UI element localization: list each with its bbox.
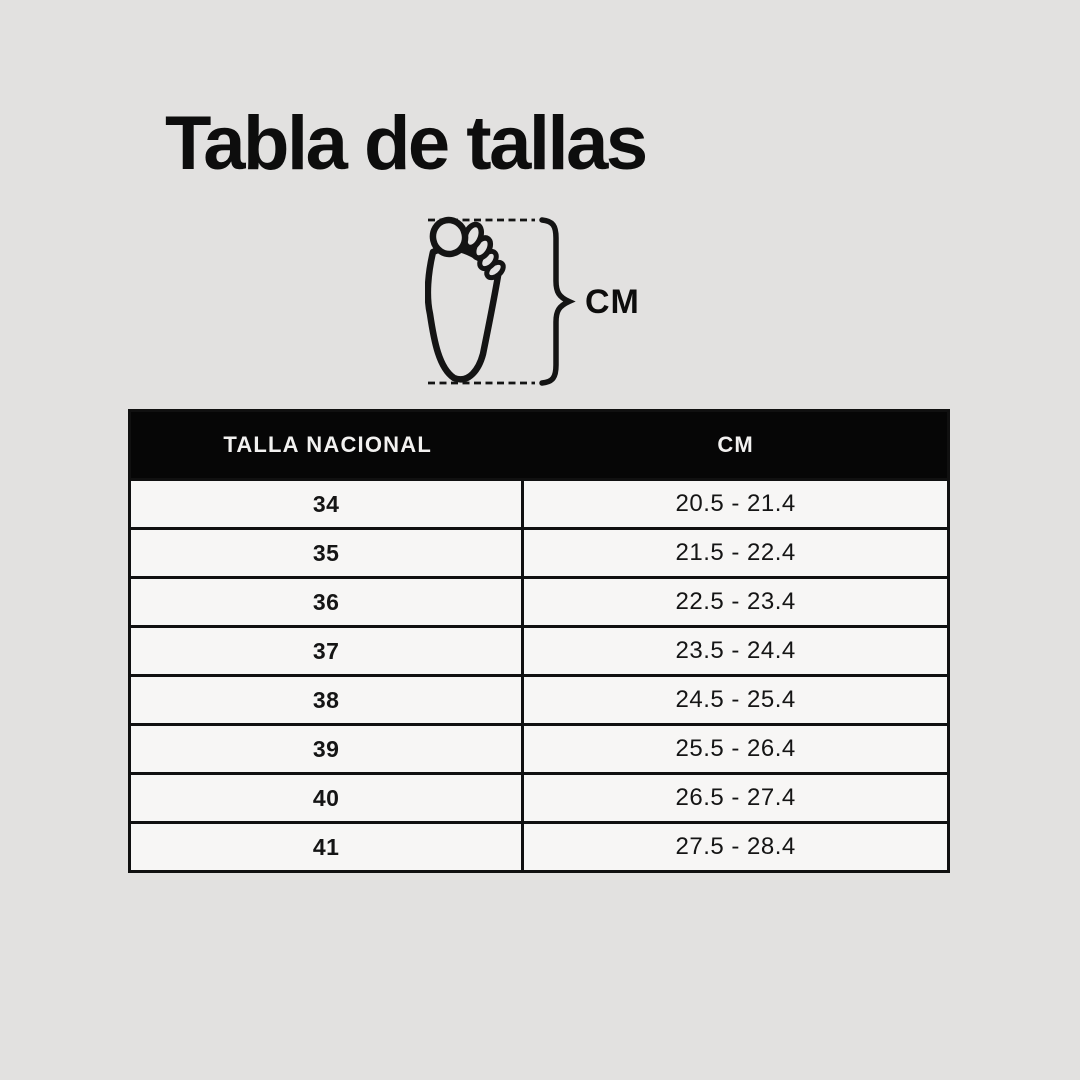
table-row bbox=[131, 772, 947, 821]
table-row bbox=[131, 478, 947, 527]
table-row bbox=[131, 723, 947, 772]
column-header-cm: CM bbox=[717, 432, 754, 457]
cm-range-cell: 21.5 - 22.4 bbox=[524, 530, 947, 576]
unit-label: CM bbox=[585, 283, 640, 321]
measurement-brace-icon bbox=[542, 220, 569, 383]
cm-range-cell: 24.5 - 25.4 bbox=[524, 677, 947, 723]
foot-sole-icon bbox=[428, 217, 506, 379]
table-header-row bbox=[131, 412, 947, 478]
foot-measurement-figure bbox=[425, 211, 675, 391]
cm-range-cell: 25.5 - 26.4 bbox=[524, 726, 947, 772]
cm-range-cell: 23.5 - 24.4 bbox=[524, 628, 947, 674]
size-cell: 39 bbox=[131, 726, 524, 772]
cm-range-cell: 26.5 - 27.4 bbox=[524, 775, 947, 821]
table-row bbox=[131, 527, 947, 576]
cm-range-cell: 20.5 - 21.4 bbox=[524, 481, 947, 527]
column-header-talla-nacional: TALLA NACIONAL bbox=[223, 432, 432, 457]
size-cell: 41 bbox=[131, 824, 524, 870]
table-row bbox=[131, 625, 947, 674]
size-cell: 40 bbox=[131, 775, 524, 821]
cm-range-cell: 22.5 - 23.4 bbox=[524, 579, 947, 625]
size-cell: 37 bbox=[131, 628, 524, 674]
size-cell: 34 bbox=[131, 481, 524, 527]
size-cell: 36 bbox=[131, 579, 524, 625]
table-row bbox=[131, 674, 947, 723]
cm-range-cell: 27.5 - 28.4 bbox=[524, 824, 947, 870]
page-title: Tabla de tallas bbox=[165, 101, 646, 186]
size-table bbox=[128, 409, 950, 873]
size-cell: 38 bbox=[131, 677, 524, 723]
table-row bbox=[131, 821, 947, 870]
table-row bbox=[131, 576, 947, 625]
size-cell: 35 bbox=[131, 530, 524, 576]
